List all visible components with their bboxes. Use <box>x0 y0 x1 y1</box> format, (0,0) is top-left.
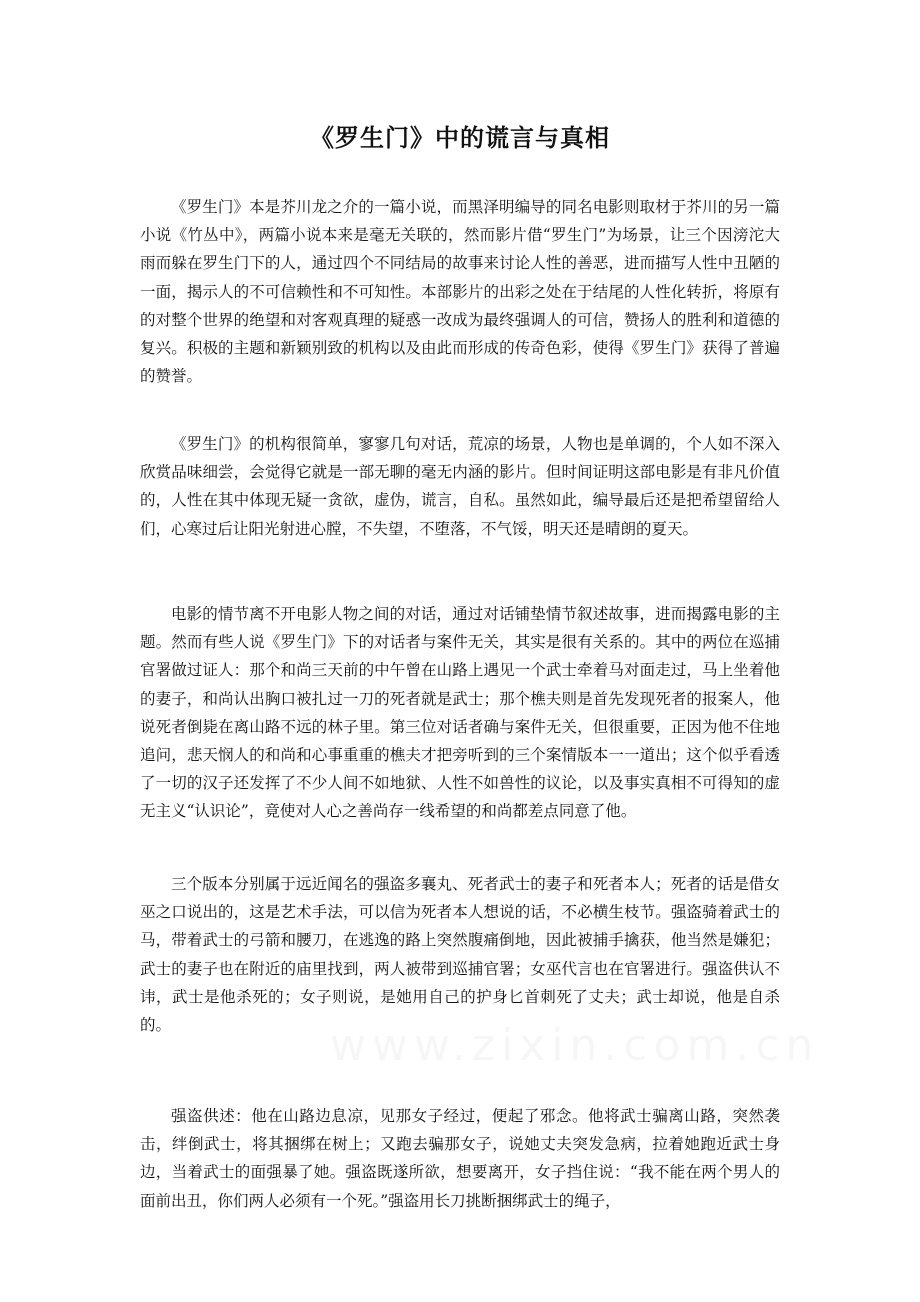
paragraph-intro: 《罗生门》本是芥川龙之介的一篇小说，而黑泽明编导的同名电影则取材于芥川的另一篇小说《竹丛中》，两篇小说本来是毫无关联的，然而影片借“罗生门”为场景，让三个因滂沱大雨而躲在罗生门下的人，通过四个不同结局的故事来讨论人性的善恶，进而描写人性中丑陋的一面，揭示人的不可信赖性和不可知性。本部影片的出彩之处在于结尾的人性化转折，将原有的对整个世界的绝望和对客观真理的疑惑一改成为最终强调人的可信，赞扬人的胜利和道德的复兴。积极的主题和新颖别致的机构以及由此而形成的传奇色彩，使得《罗生门》获得了普遍的赞誉。 <box>140 198 780 386</box>
paragraph-structure: 《罗生门》的机构很简单，寥寥几句对话，荒凉的场景，人物也是单调的，个人如不深入欣赏品味细尝，会觉得它就是一部无聊的毫无内涵的影片。但时间证明这部电影是有非凡价值的，人性在其中体现无疑一贪欲，虚伪，谎言，自私。虽然如此，编导最后还是把希望留给人们，心寒过后让阳光射进心膛，不失望，不堕落，不气馁，明天还是晴朗的夏天。 <box>140 435 780 538</box>
document-title: 《罗生门》中的谎言与真相 <box>310 123 610 152</box>
paragraph-bandit-testimony: 强盗供述：他在山路边息凉，见那女子经过，便起了邪念。他将武士骗离山路，突然袭击，绊倒武士，将其捆绑在树上；又跑去骗那女子，说她丈夫突发急病，拉着她跑近武士身边，当着武士的面强暴了她。强盗既遂所欲，想要离开，女子挡住说：“我不能在两个男人的面前出丑，你们两人必须有一个死。”强盗用长刀挑断捆绑武士的绳子， <box>140 1107 780 1210</box>
paragraph-three-versions: 三个版本分别属于远近闻名的强盗多襄丸、死者武士的妻子和死者本人；死者的话是借女巫之口说出的，这是艺术手法，可以信为死者本人想说的话，不必横生枝节。强盗骑着武士的马，带着武士的弓箭和腰刀，在逃逸的路上突然腹痛倒地，因此被捕手擒获，他当然是嫌犯；武士的妻子也在附近的庙里找到，两人被带到巡捕官署；女巫代言也在官署进行。强盗供认不讳，武士是他杀死的；女子则说，是她用自己的护身匕首刺死了丈夫；武士却说，他是自杀的。 <box>140 875 780 1035</box>
paragraph-dialogue: 电影的情节离不开电影人物之间的对话，通过对话铺垫情节叙述故事，进而揭露电影的主题。然而有些人说《罗生门》下的对话者与案件无关，其实是很有关系的。其中的两位在巡捕官署做过证人：那个和尚三天前的中午曾在山路上遇见一个武士牵着马对面走过，马上坐着他的妻子，和尚认出胸口被扎过一刀的死者就是武士；那个樵夫则是首先发现死者的报案人，他说死者倒毙在离山路不远的林子里。第三位对话者确与案件无关，但很重要，正因为他不住地追问，悲天悯人的和尚和心事重重的樵夫才把旁听到的三个案情版本一一道出；这个似乎看透了一切的汉子还发挥了不少人间不如地狱、人性不如兽性的议论，以及事实真相不可得知的虚无主义“认识论”，竟使对人心之善尚存一线希望的和尚都差点同意了他。 <box>140 605 780 821</box>
